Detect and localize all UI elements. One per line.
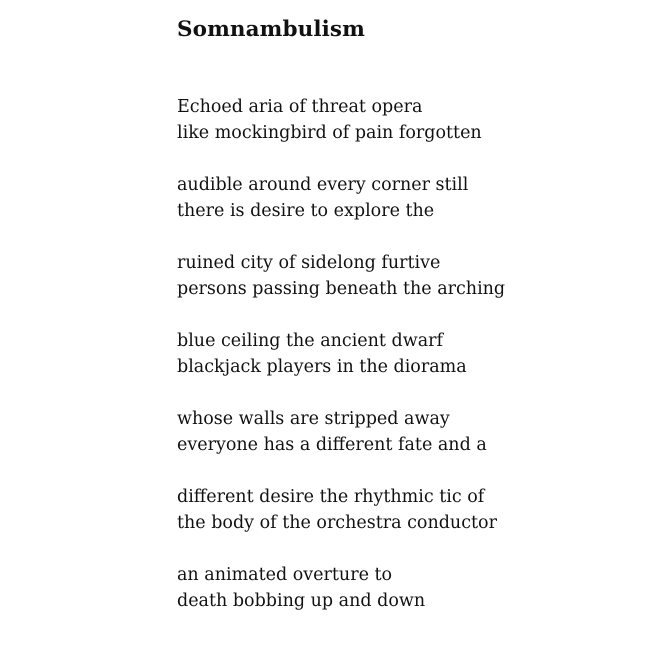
poem-body (177, 94, 637, 614)
stanza-7 (177, 562, 637, 614)
poem-line: an animated overture to (177, 565, 393, 585)
poem-line: whose walls are stripped away (177, 409, 450, 429)
poem-line: different desire the rhythmic tic of (177, 487, 485, 507)
poem-line: like mockingbird of pain forgotten (177, 123, 482, 143)
poem-line: persons passing beneath the arching (177, 279, 506, 299)
poem-line: audible around every corner still (177, 175, 469, 195)
stanza-1 (177, 94, 637, 146)
stanza-6 (177, 484, 637, 536)
poem-line: death bobbing up and down (177, 591, 426, 611)
poem-line: everyone has a different fate and a (177, 435, 487, 455)
stanza-2 (177, 172, 637, 224)
poem-line: blackjack players in the diorama (177, 357, 467, 377)
poem-line: ruined city of sidelong furtive (177, 253, 441, 273)
stanza-5 (177, 406, 637, 458)
poem (177, 16, 637, 640)
poem-line: there is desire to explore the (177, 201, 435, 221)
stanza-3 (177, 250, 637, 302)
stanza-4 (177, 328, 637, 380)
poem-line: the body of the orchestra conductor (177, 513, 497, 533)
poem-line: blue ceiling the ancient dwarf (177, 331, 443, 351)
poem-line: Echoed aria of threat opera (177, 97, 423, 117)
poem-title: Somnambulism (177, 17, 365, 42)
